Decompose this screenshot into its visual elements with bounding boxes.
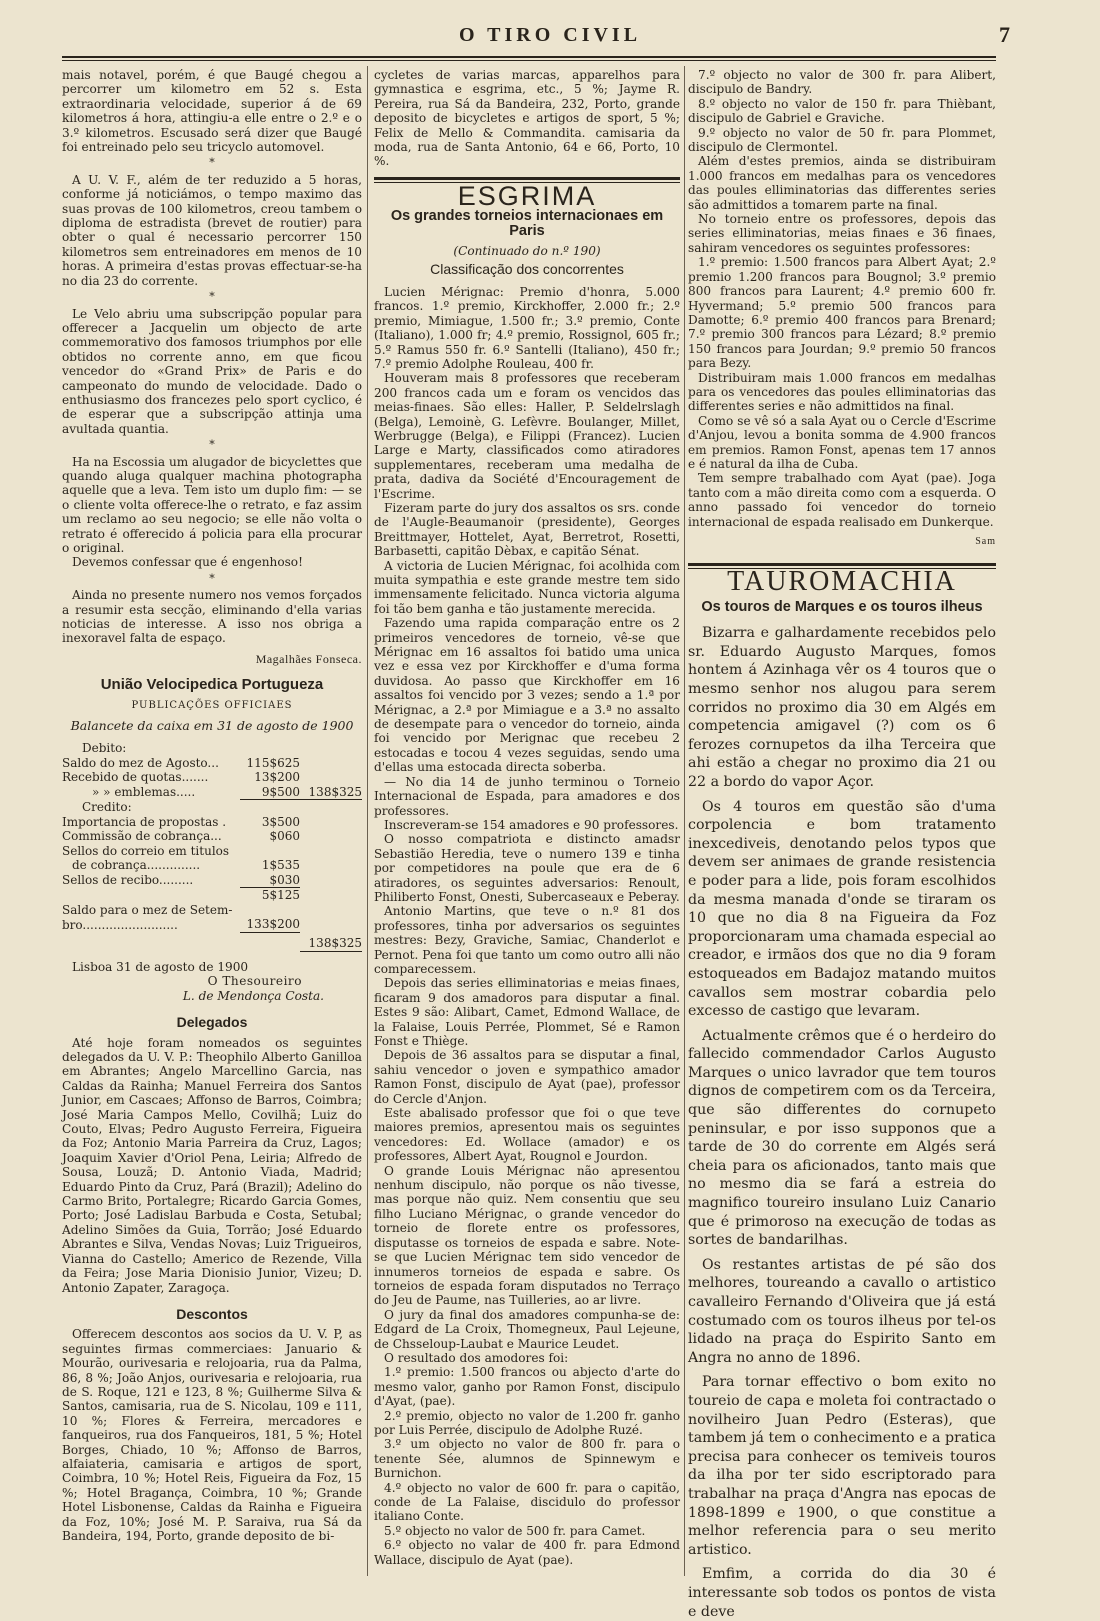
ledger-label: Saldo para o mez de Setem- (62, 902, 233, 917)
ledger-amount: 3$500 (261, 814, 300, 829)
ledger-row (62, 785, 362, 800)
paragraph: Devemos confessar que é engenhoso! (72, 555, 303, 570)
column-divider (367, 66, 368, 1576)
paragraph: Actualmente crêmos que é o herdeiro do fallecido commendador Carlos Augusto Marques o unico lavrador que tem touros dignos de competirem com os da Terceira, que são differentes do cornupeto peninsular, e por isso supponos que a tarde de 30 do corrente em Algés será cheia para os aficionados, tanto mais que no mesmo dia se fará a estreia do magnifico toureiro insulano Luiz Canario que é primoroso na execução de todas as sortes de bandarilhas. (688, 1027, 996, 1249)
paragraph: Fazendo uma rapida comparação entre os 2 primeiros vencedores de torneio, vê-se que Mérignac em 16 assaltos foi batido uma unica vez e essa vez por Kirckhoffer e d'uma forma duvidosa. Ao passo que Kirckhoffer em 16 assaltos foi vencido por 3 vezes; sendo a 1.ª por Mérignac, a 2.ª por Mimiague e a 3.ª no assalto de desempate para o vencedor do torneio, ainda foi vencido por Merignac que recebeu 2 estocadas e tocou 4 vezes seguidas, sendo uma d'ellas uma estocada directa soberba. (374, 616, 680, 775)
ledger-label: de cobrança.............. (72, 858, 201, 873)
paragraph: Tem sempre trabalhado com Ayat (pae). Joga tanto com a mão direita como com a esquerda. O anno passado foi vencedor do torneio internacional de espada realisado em Dunkerque. (688, 471, 996, 529)
paragraph: Offerecem descontos aos socios da U. V. P, as seguintes firmas commerciaes: Januario & Mourão, ourivesaria e relojoaria, rua da Palma, 86, 8 %; João Anjos, ourivesaria e relojoaria, rua de S. Roque, 121 e 123, 8 %; Guilherme Silva & Santos, camisaria, rua de S. Nicolau, 109 e 111, 10 %; Flores & Ferreira, mercadores e fanqueiros, rua dos Fanqueiros, 181, 5 %; Hotel Borges, Chiado, 10 %; Affonso de Barros, alfaiateria, camisaria e artigos de sport, Coimbra, 10 %; Hotel Reis, Figueira da Foz, 15 %; Hotel Bragança, Coimbra, 10 %; Grande Hotel Lisbonense, Caldas da Rainha e Figueira da Foz, 10%; José M. P. Saraiva, rua Sá da Bandeira, 194, Porto, grande deposito de bi- (62, 1327, 362, 1543)
paragraph: 6.º objecto no valar de 400 fr. para Edmond Wallace, discipulo de Ayat (pae). (374, 1538, 680, 1567)
ledger-row (62, 844, 362, 859)
ledger-row (62, 829, 362, 844)
balancete-title: Balancete da caixa em 31 de agosto de 1900 (70, 718, 354, 734)
debito-label: Debito: (82, 741, 127, 756)
paragraph: Para tornar effectivo o bom exito no toureio de capa e moleta foi contractado o novilheiro Juan Pedro (Esteras), que tambem já tem o conhecimento e a pratica precisa para conhecer os temiveis touros da ilha por ter sido escriptorado para trabalhar na praça d'Angra nas epocas de 1898-1899 e 1900, o que constitue a melhor referencia para o seu merito artistico. (688, 1374, 996, 1558)
ledger-label: bro......................... (62, 917, 178, 932)
paragraph: Além d'estes premios, ainda se distribuiram 1.000 francos em medalhas para os vencedores das poules elliminatorias das differentes series são admittidos a tomarem parte na final. (688, 154, 996, 212)
ledger-amount: 133$200 (240, 917, 300, 932)
paragraph: Bizarra e galhardamente recebidos pelo sr. Eduardo Augusto Marques, fomos hontem á Azinhaga vêr os 4 touros que o mesmo senhor nos alugou para serem corridos no proximo dia 30 em Algés em competencia amigavel (?) com os 6 ferozes cornupetos da ilha Terceira que ahi estão a chegar no proximo dia 21 ou 22 a bordo do vapor Açor. (688, 625, 996, 790)
ledger-row (62, 917, 362, 932)
ledger-label: Sellos de recibo......... (62, 873, 194, 888)
column-2 (374, 68, 680, 1578)
ledger-label: Sellos do correio em titulos (62, 843, 230, 858)
paragraph: Houveram mais 8 professores que receberam 200 francos cada um e foram os vencidos das meias-finaes. São elles: Haller, P. Seldelrslagh (Belga), Lemoinè, G. Lefèvre. Boulanger, Millet, Werbrugge (Belga), e Filippi (Francez). Lucien Large e Marty, classificados como atiradores supplementares, receberam uma medalha de prata, dadiva da Société d'Encouragement de l'Escrime. (374, 371, 680, 501)
ledger-row (62, 815, 362, 830)
separator-asterisk: * (209, 571, 215, 585)
column-1 (62, 68, 362, 1578)
paragraph: 3.º um objecto no valor de 800 fr. para o tenente Sée, alumnos de Spinnewym e Burnichon. (374, 1437, 680, 1481)
paragraph: Os restantes artistas de pé são dos melhores, toureando a cavallo o artistico cavalleiro Fernando d'Oliveira que já está costumado com os touros ilheus por tel-os lidado na praça do Espirito Santo em Angra no anno de 1896. (688, 1256, 996, 1366)
balance-ledger (62, 741, 362, 952)
paragraph: O resultado dos amodores foi: (384, 1350, 569, 1365)
treasurer-name: L. de Mendonça Costa. (182, 988, 324, 1003)
date-line: Lisboa 31 de agosto de 1900 (72, 959, 249, 974)
tauromachia-subheading: Os touros de Marques e os touros ilheus (701, 598, 983, 615)
uvp-section-title: União Velocipedica Portugueza (100, 676, 324, 694)
paragraph: Lucien Mérignac: Premio d'honra, 5.000 francos. 1.º premio, Kirckhoffer, 2.000 fr.; 2.º premio, Mimiague, 1.500 fr.; 3.º premio, Conte (Italiano), 1.000 fr; 4.º premio, Rossignol, 605 fr.; 5.º Ramus 550 fr. 6.º Santelli (Italiano), 450 fr.; 7.º premio Adolphe Rouleau, 400 fr. (374, 284, 680, 371)
esgrima-heading: ESGRIMA (457, 180, 597, 211)
ledger-amount: 115$625 (246, 755, 300, 770)
separator-asterisk: * (209, 156, 215, 170)
tauromachia-heading: TAUROMACHIA (727, 566, 957, 598)
paragraph: Emfim, a corrida do dia 30 é interessante sob todos os pontos de vista e deve (688, 1566, 996, 1620)
treasurer-title: O Thesoureiro (207, 974, 302, 989)
paragraph: 9.º objecto no valor de 50 fr. para Plommet, discipulo de Clermontel. (688, 125, 996, 155)
paragraph: 1.º premio: 1.500 francos ou abjecto d'arte do mesmo valor, ganho por Ramon Fonst, discipulo d'Ayat, (pae). (374, 1365, 680, 1409)
ledger-grand-total: 138$325 (300, 932, 362, 951)
ledger-row (62, 858, 362, 873)
ledger-label: Saldo do mez de Agosto... (62, 755, 219, 770)
paragraph: O nosso compatriota e distincto amadsr Sebastião Heredia, teve o numero 139 e tinha por competidores na poule que era de 6 atiradores, os seguintes adversarios: Renoult, Philiberto Fonst, Onesti, Subercaseaux e Peberay. (374, 832, 680, 904)
paragraph: 2.º premio, objecto no valor de 1.200 fr. ganho por Luis Perrée, discipulo de Adolphe Ruzé. (374, 1408, 680, 1437)
paragraph: 5.º objecto no valor de 500 fr. para Camet. (384, 1523, 646, 1538)
paragraph: No torneio entre os professores, depois das series elliminatorias, meias finaes e 36 finaes, sahiram vencedores os seguintes professores: (688, 212, 996, 255)
classification-title: Classificação dos concorrentes (430, 261, 624, 278)
paragraph: — No dia 14 de junho terminou o Torneio Internacional de Espada, para amadores e dos professores. (374, 774, 680, 818)
continued-note: (Continuado do n.º 190) (453, 244, 601, 259)
ledger-row (62, 903, 362, 918)
paragraph: 8.º objecto no valor de 150 fr. para Thièbant, discipulo de Gabriel e Graviche. (688, 96, 996, 126)
tauromachia-article (688, 624, 996, 1621)
column-3 (688, 68, 996, 1620)
ledger-subtotal: 5$125 (261, 888, 300, 903)
ledger-row (62, 888, 362, 903)
separator-asterisk: * (209, 290, 215, 304)
page-number: 7 (999, 22, 1010, 47)
paragraph: Os 4 touros em questão são d'uma corpolencia e bom tratamento inexcediveis, denotando pelos typos que devem ser animaes de grande resistencia e poder para a lide, pois foram escolhidos da mesma manada d'onde se tiraram os 10 que no dia 8 na Figueira da Foz proporcionaram uma chamada especial ao creador, e irmãos dos que no dia 9 foram estoqueados em Badajoz matando muitos cavallos sem mostrar cobardia pelo excesso de castigo que levaram. (688, 798, 996, 1020)
ledger-row (62, 756, 362, 771)
paragraph: 1.º premio: 1.500 francos para Albert Ayat; 2.º premio 1.200 francos para Bougnol; 3.º premio 800 francos para Laurent; 4.º premio 600 fr. Hyvermand; 5.º premio 500 francos para Damotte; 6.º premio 400 francos para Brenard; 7.º premio 300 francos para Lézard; 8.º premio 150 francos para Jourdan; 9.º premio 50 francos para Bezy. (688, 255, 996, 371)
separator-asterisk: * (209, 438, 215, 452)
ledger-label: Commissão de cobrança... (62, 829, 222, 844)
paragraph: mais notavel, porém, é que Baugé chegou a percorrer um kilometro em 52 s. Esta extraordinaria velocidade, superior á de 69 kilometros á hora, attingiu-a elle entre o 2.º e o 3.º kilometros. Escusado será dizer que Baugé foi entreinado pelo seu tricyclo automovel. (62, 68, 362, 155)
paragraph: A U. V. F., além de ter reduzido a 5 horas, conforme já noticiámos, o tempo maximo das suas provas de 100 kilometros, creou tambem o diploma de estradista (brevet de routier) para obter o qual é necessario percorrer 150 kilometros sem entreinadores em menos de 10 horas. A primeira d'estas provas effectuar-se-ha no dia 23 do corrente. (62, 172, 362, 288)
paragraph: Le Velo abriu uma subscripção popular para offerecer a Jacquelin um objecto de arte commemorativo dos famosos triumphos por elle obtidos no corrente anno, em que ficou vencedor do «Grand Prix» de Paris e do campeonato do mundo de velocidade. Dado o enthusiasmo dos francezes pelo sport cyclico, é de esperar que a subscripção attinja uma avultada quantia. (62, 306, 362, 436)
ledger-amount: 9$500 (240, 785, 300, 800)
column-divider (684, 66, 685, 1576)
uvp-subtitle: PUBLICAÇÕES OFFICIAES (131, 699, 293, 711)
paragraph: Fizeram parte do jury dos assaltos os srs. conde de l'Augle-Beaumanoir (presidente), Georges Breittmayer, Hottelet, Ayat, Berretrot, Rosetti, Barbasetti, capitão Dèbax, e capitão Sénat. (374, 500, 680, 559)
ledger-amount (240, 844, 300, 859)
paragraph: 4.º objecto no valor de 600 fr. para o capitão, conde de La Falaise, discidulo do professor italiano Conte. (374, 1480, 680, 1524)
paragraph: Distribuiram mais 1.000 francos em medalhas para os vencedores das poules elliminatorias das differentes series e não admittidos na final. (688, 370, 996, 414)
paragraph: Depois das series elliminatorias e meias finaes, ficaram 9 dos amadoros para disputar a final. Estes 9 são: Alibart, Camet, Edmond Wallace, de la Falaise, Louis Perrée, Plommet, Sé e Ramon Fonst e Thiège. (374, 976, 680, 1048)
paragraph: Depois de 36 assaltos para se disputar a final, sahiu vencedor o joven e sympathico amador Ramon Fonst, discipulo de Ayat (pae), professor do Cercle d'Anjon. (374, 1048, 680, 1106)
ledger-amount: 1$535 (261, 858, 300, 873)
ledger-amount: $030 (240, 873, 300, 888)
ledger-row (62, 932, 362, 951)
ledger-amount: $060 (269, 829, 300, 844)
paragraph: Ainda no presente numero nos vemos forçados a resumir esta secção, eliminando d'ella varias noticias de interesse. A isso nos obriga a inexoravel falta de espaço. (62, 588, 362, 646)
paragraph: Ha na Escossia um alugador de bicyclettes que quando aluga qualquer machina photographa aquelle que a leva. Tem isto um duplo fim: — se o cliente volta offerece-lhe o retrato, e faz assim um reclamo ao seu negocio; se elle não volta o retrato é offerecido á policia para ella procurar o original. (62, 454, 362, 555)
descontos-title: Descontos (176, 1305, 248, 1322)
ledger-label: Recebido de quotas....... (62, 770, 209, 785)
ledger-total: 138$325 (300, 785, 362, 800)
paragraph: Até hoje foram nomeados os seguintes delegados da U. V. P.: Theophilo Alberto Ganilloa em Abrantes; Angelo Marcellino Garcia, nas Caldas da Rainha; Manuel Ferreira dos Santos Junior, em Cascaes; Affonso de Barros, Coimbra; José Maria Campos Mello, Covilhã; Luiz do Couto, Elvas; Pedro Augusto Ferreira, Figueira da Foz; Antonio Maria Parreira da Cruz, Lagos; Joaquim Xavier d'Oriol Pena, Leiria; Alfredo de Sousa, Louzã; D. Antonio Viada, Madrid; Eduardo Pinto da Cruz, Pará (Brazil); Adelino do Carmo Brito, Portalegre; Ricardo Garcia Gomes, Porto; José Ladislau Barbuda e Costa, Setubal; Adelino Simões da Guia, Torrão; José Eduardo Abrantes e Silva, Vendas Novas; Luiz Trigueiros, Vianna do Castello; Americo de Rezende, Villa da Feira; Jose Maria Dionisio Junior, Vizeu; D. Antonio Zapater, Zaragoça. (62, 1035, 362, 1295)
credito-label: Credito: (82, 800, 132, 815)
ledger-row (62, 873, 362, 888)
author-signature: Magalhães Fonseca. (255, 651, 362, 666)
esgrima-subheading: Os grandes torneios internacionaes em Paris (390, 208, 664, 239)
ledger-label: Importancia de propostas . (62, 814, 227, 829)
newspaper-title: O TIRO CIVIL (458, 24, 642, 46)
paragraph: O grande Louis Mérignac não apresentou nenhum discipulo, não porque os não tivesse, mas porque não quiz. Nem consentiu que seu filho Luciano Mérignac, o grande vencedor do torneio de florete entre os professores, disputasse os torneios de espada e sabre. Note-se que Lucien Mérignac tem sido vencedor de innumeros torneios de espada e sabre. Os torneios de espada foram disputados no Terraço do Jeu de Paume, nas Tuilleries, ao ar livre. (374, 1163, 680, 1308)
paragraph: Este abalisado professor que foi o que teve maiores premios, apresentou mais os seguintes vencedores: Ed. Wollace (amador) e os professores, Albert Ayat, Rougnol e Jourdon. (374, 1106, 680, 1164)
ledger-label: » » emblemas..... (92, 785, 196, 800)
paragraph: cycletes de varias marcas, apparelhos para gymnastica e esgrima, etc., 5 %; Jayme R. Pereira, rua Sá da Bandeira, 232, Porto, grande deposito de bicycletes e artigos de sport, 5 %; Felix de Mello & Commandita. camisaria da moda, rua de Santa Antonio, 64 e 66, Porto, 10 %. (374, 68, 680, 169)
paragraph: Inscreveram-se 154 amadores e 90 professores. (384, 817, 679, 832)
ledger-row (62, 770, 362, 785)
paragraph: 7.º objecto no valor de 300 fr. para Alibert, discipulo de Bandry. (688, 68, 996, 97)
header-rule (62, 56, 996, 61)
paragraph: O jury da final dos amadores compunha-se de: Edgard de La Croix, Thomegneux, Paul Lejeune, de Chsseloup-Laubat e Maurice Leudet. (374, 1307, 680, 1351)
author-signature: Sam (975, 536, 996, 547)
delegados-title: Delegados (176, 1014, 248, 1031)
ledger-amount: 13$200 (254, 770, 300, 785)
paragraph: Antonio Martins, que teve o n.º 81 dos professores, tinha por adversarios os seguintes mestres: Bezy, Graviche, Samiac, Chanderlot e Pernot. Pena foi que tanto um como outro alli não comparecessem. (374, 904, 680, 976)
paragraph: A victoria de Lucien Mérignac, foi acolhida com muita sympathia e este grande mestre tem sido immensamente felicitado. Nunca victoria alguma foi tão bem ganha e tão justamente merecida. (374, 558, 680, 616)
paragraph: Como se vê só a sala Ayat ou o Cercle d'Escrime d'Anjou, levou a bonita somma de 4.900 francos em premios. Ramon Fonst, apenas tem 17 annos e é natural da ilha de Cuba. (688, 413, 996, 471)
